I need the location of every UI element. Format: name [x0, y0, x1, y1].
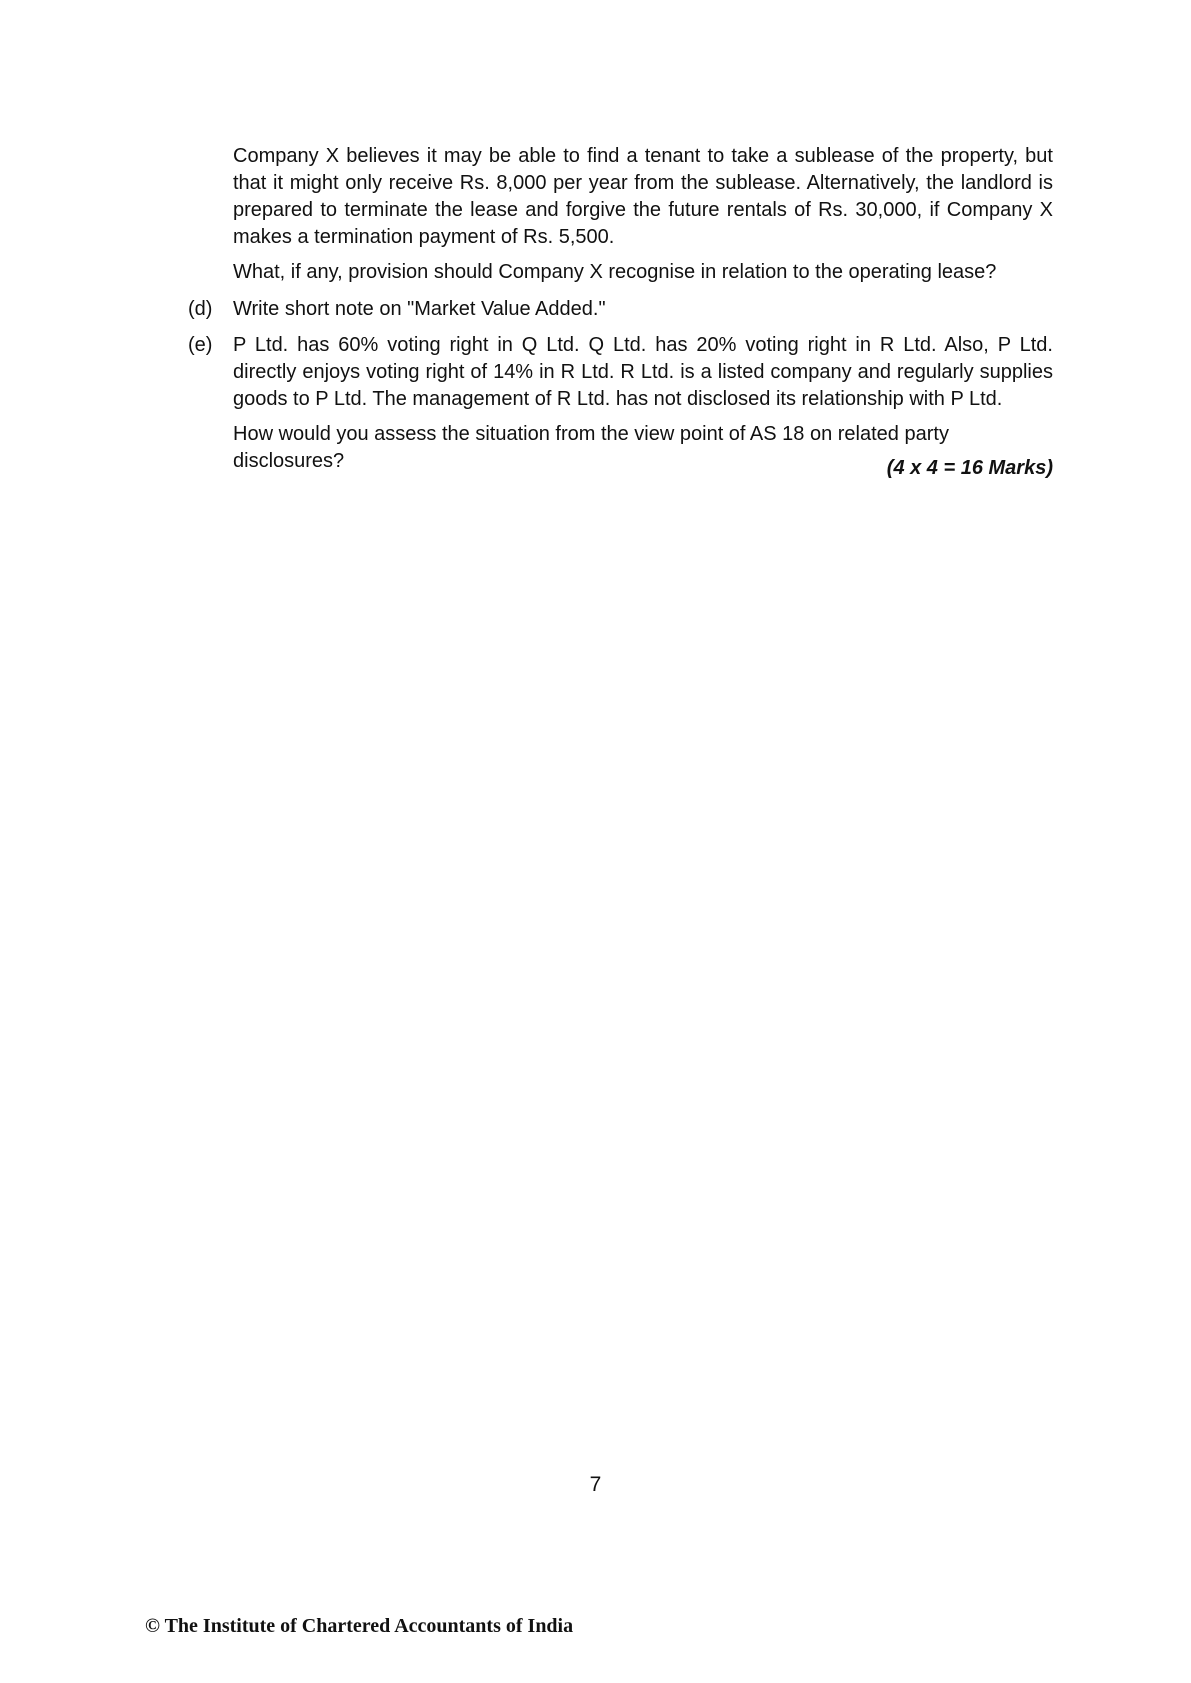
- question-e-text: P Ltd. has 60% voting right in Q Ltd. Q Ltd. has 20% voting right in R Ltd. Also, P Ltd. directly enjoys voting right of 14% in R Ltd. R Ltd. is a listed company and regularly supplies goods to P Ltd. The management of R Ltd. has not disclosed its relationship with P Ltd.: [233, 334, 1053, 410]
- question-e-label: (e): [188, 334, 213, 356]
- copyright-footer: © The Institute of Chartered Accountants of India: [145, 1615, 574, 1637]
- question-e-prompt: How would you assess the situation from the view point of AS 18 on related party disclosures?: [233, 423, 949, 472]
- question-d: [188, 296, 1053, 326]
- question-c-prompt: What, if any, provision should Company X recognise in relation to the operating lease?: [233, 261, 997, 283]
- question-e: [188, 332, 1053, 422]
- page-number: 7: [589, 1473, 602, 1496]
- question-d-label: (d): [188, 298, 213, 320]
- marks-allocation: (4 x 4 = 16 Marks): [886, 457, 1053, 479]
- question-d-text: Write short note on "Market Value Added.": [233, 298, 606, 320]
- question-c-paragraph: Company X believes it may be able to find a tenant to take a sublease of the property, but that it might only receive Rs. 8,000 per year from the sublease. Alternatively, the landlord is prepared to terminate the lease and forgive the future rentals of Rs. 30,000, if Company X makes a termination payment of Rs. 5,500.: [233, 145, 1053, 248]
